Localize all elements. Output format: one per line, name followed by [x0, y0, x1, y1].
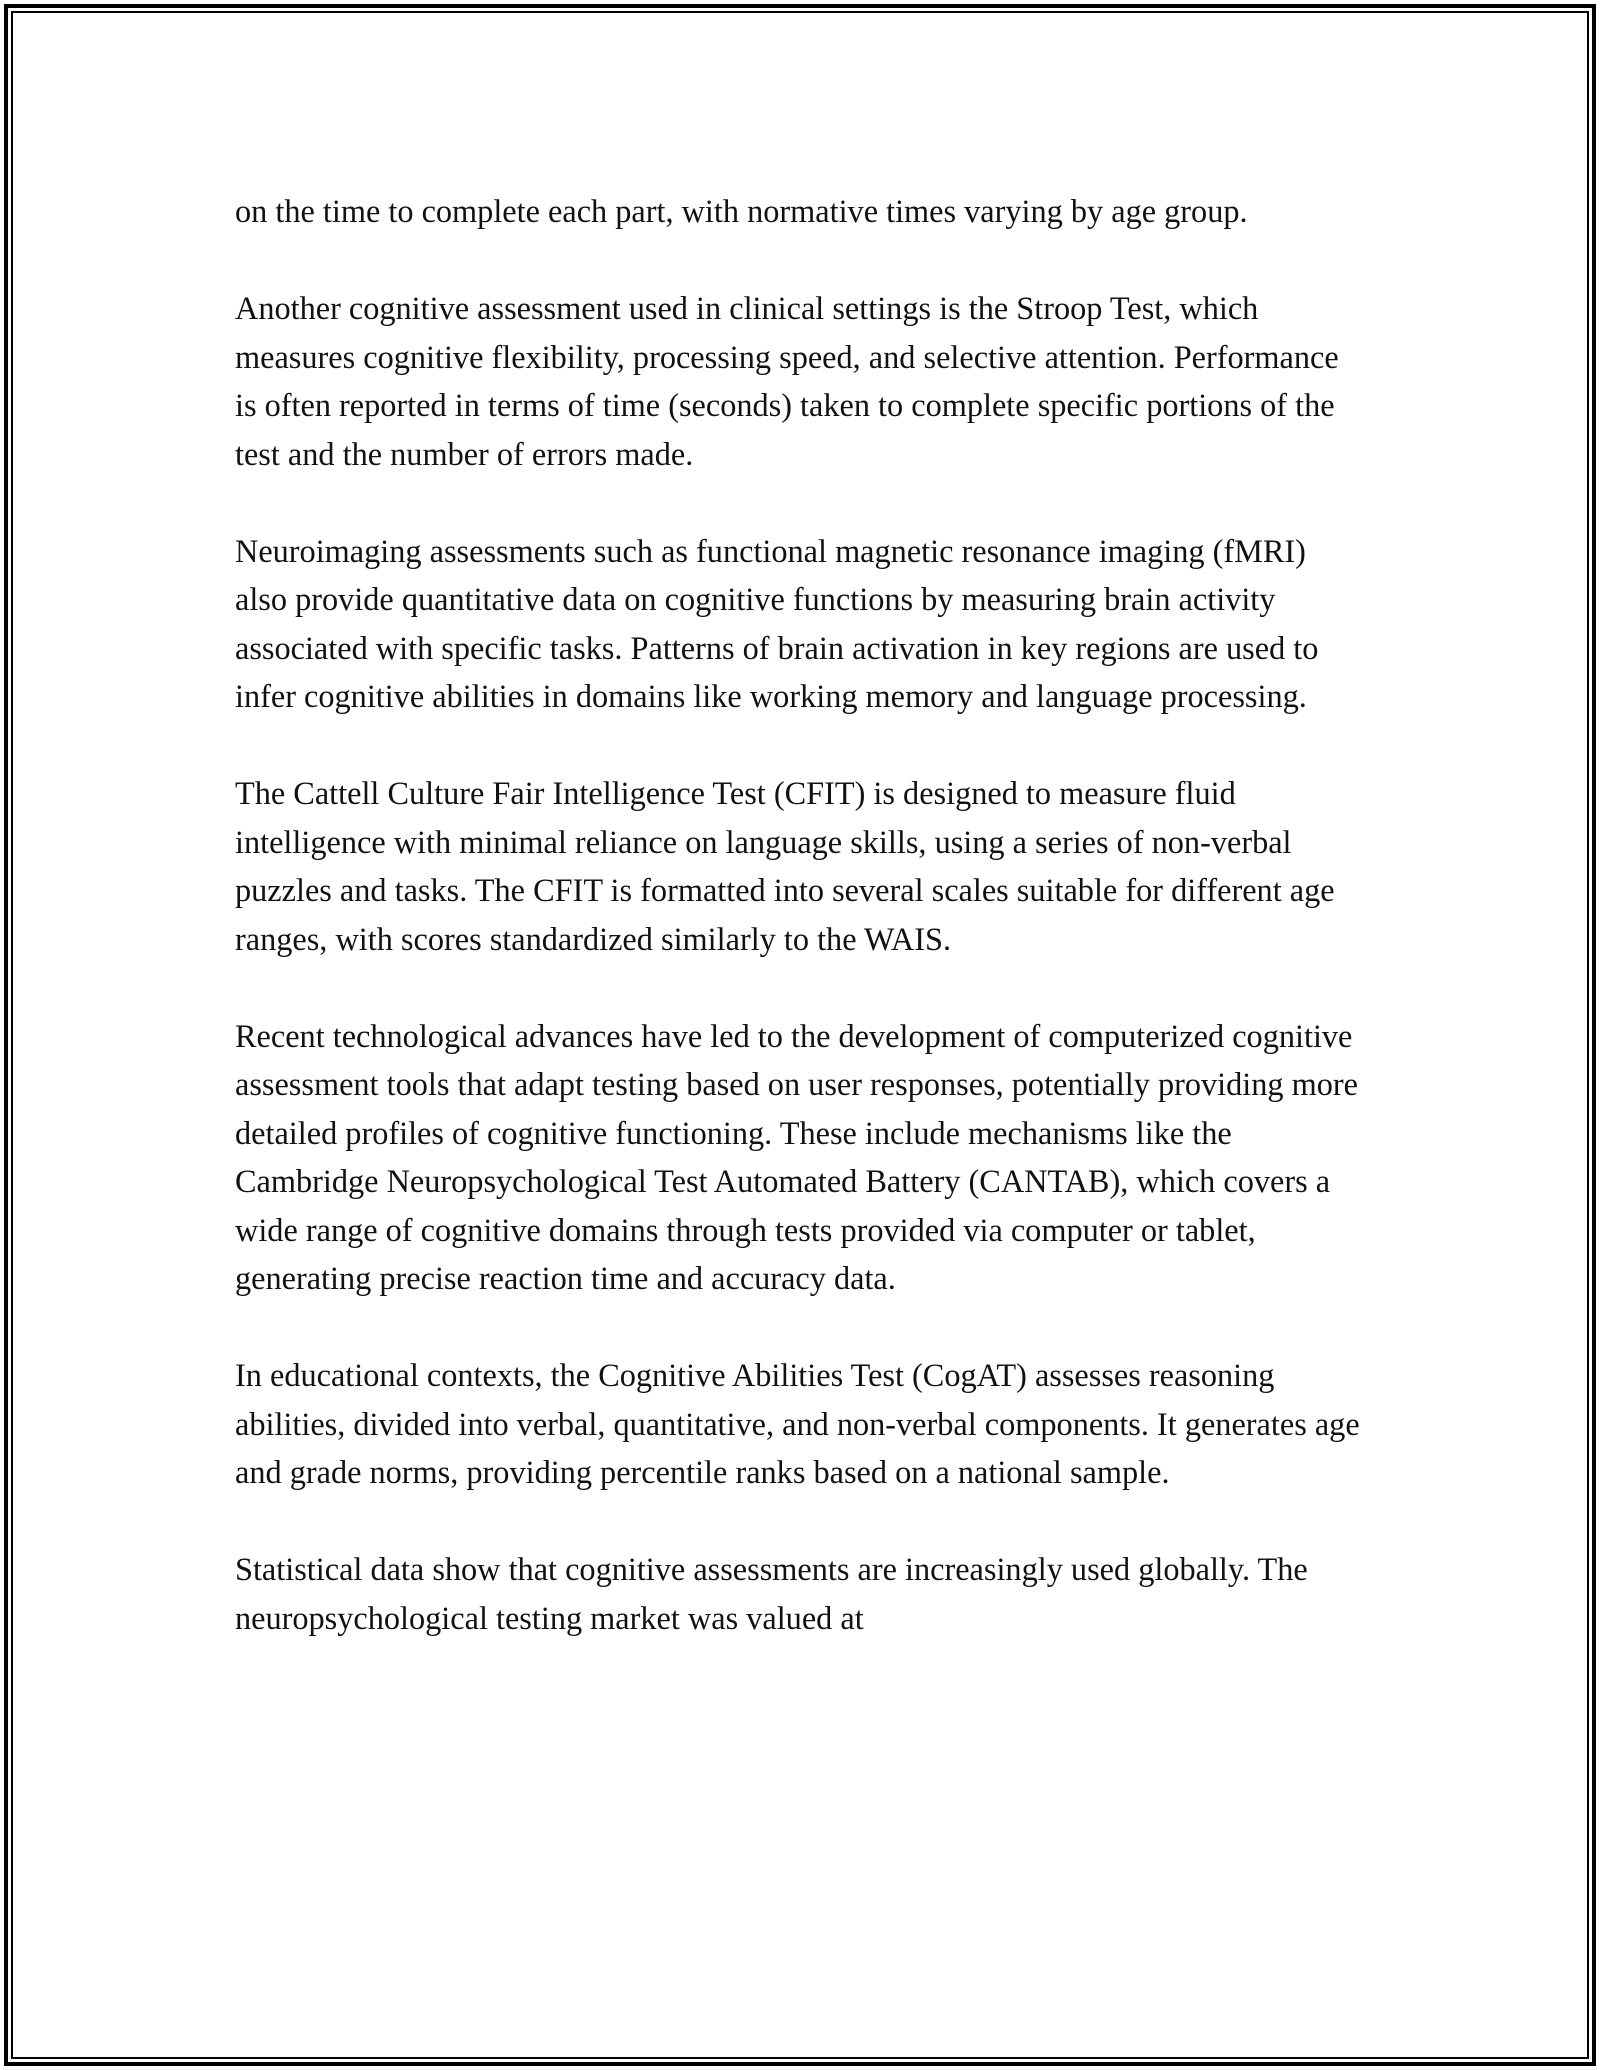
paragraph-neuroimaging: Neuroimaging assessments such as functional magnetic resonance imaging (fMRI) also provide quantitative data on cognitive functions by measuring brain activity associated with specific tasks. Patterns of brain activation in key regions are used to infer cognitive abilities in domains like working memory and language processing. [235, 532, 1319, 714]
paragraph-cfit: The Cattell Culture Fair Intelligence Test (CFIT) is designed to measure fluid intelligence with minimal reliance on language skills, using a series of non-verbal puzzles and tasks. The CFIT is formatted into several scales suitable for different age ranges, with scores standardized similarly to the WAIS. [235, 775, 1335, 957]
paragraph-continued-trail-making: on the time to complete each part, with normative times varying by age group. [235, 193, 1248, 229]
paragraph-cogat: In educational contexts, the Cognitive Abilities Test (CogAT) assesses reasoning abilities, divided into verbal, quantitative, and non-verbal components. It generates age and grade norms, providing percentile ranks based on a national sample. [235, 1357, 1360, 1490]
paragraph-computerized-assessment: Recent technological advances have led to the development of computerized cognitive assessment tools that adapt testing based on user responses, potentially providing more detailed profiles of cognitive functioning. These include mechanisms like the Cambridge Neuropsychological Test Automated Battery (CANTAB), which covers a wide range of cognitive domains through tests provided via computer or tablet, generating precise reaction time and accuracy data. [235, 1017, 1359, 1296]
page-body [235, 187, 1365, 1691]
paragraph-stroop-test: Another cognitive assessment used in clinical settings is the Stroop Test, which measures cognitive flexibility, processing speed, and selective attention. Performance is often reported in terms of time (seconds) taken to complete specific portions of the test and the number of errors made. [235, 290, 1339, 472]
paragraph-statistical-data: Statistical data show that cognitive assessments are increasingly used globally. The neuropsychological testing market was valued at [235, 1551, 1308, 1636]
